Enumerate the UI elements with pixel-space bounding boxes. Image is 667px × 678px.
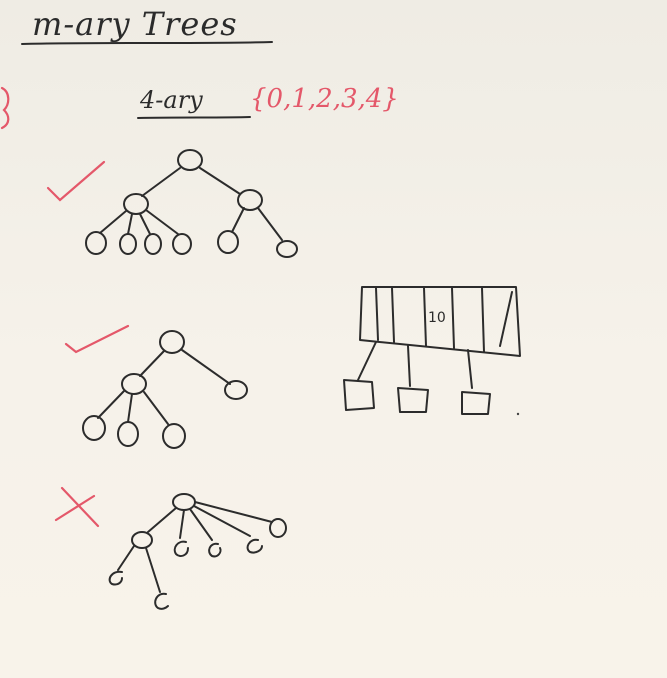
array-divider [376, 288, 378, 340]
tree1-edge [258, 208, 282, 240]
tree1-leaf [218, 231, 238, 253]
tree2-node-left [122, 374, 146, 394]
tree1-leaf [86, 232, 106, 254]
tree2-leaf [83, 416, 105, 440]
tree1-leaf [277, 241, 297, 257]
tree3-leaf [110, 572, 122, 585]
child-node-box [398, 388, 428, 412]
tree-2 [66, 326, 247, 448]
child-node-box [344, 380, 374, 410]
pointer-arrow [408, 346, 410, 386]
tree1-leaf [173, 234, 191, 254]
example-label: 4-ary [140, 86, 203, 114]
tree1-node-left [124, 194, 148, 214]
tree1-edge [232, 208, 244, 232]
array-divider [482, 288, 484, 352]
child-pointer-array [344, 287, 520, 415]
child-node-box [462, 392, 490, 414]
tree3-leaf [155, 594, 168, 609]
tree1-edge [140, 214, 150, 234]
left-brace-fragment [2, 88, 8, 128]
tree3-leaf [270, 519, 286, 537]
tree3-edge [148, 508, 176, 532]
tree2-edge [144, 392, 168, 424]
tree1-leaf [145, 234, 161, 254]
array-divider [452, 288, 454, 348]
tree1-leaf [120, 234, 136, 254]
tree3-edge [180, 510, 184, 538]
pointer-arrow [468, 350, 472, 388]
tree3-leaf [209, 544, 220, 557]
tree1-edge [146, 210, 178, 234]
check-mark-2 [66, 326, 128, 352]
tree2-leaf [163, 424, 185, 448]
tree2-node-right [225, 381, 247, 399]
tree2-edge [182, 350, 230, 384]
check-mark-1 [48, 162, 104, 200]
cross-mark [56, 488, 98, 526]
tree1-edge [200, 168, 240, 194]
tree3-edge [118, 546, 134, 570]
tree1-node-right [238, 190, 262, 210]
tree1-edge [142, 168, 180, 196]
tree-3 [56, 488, 286, 609]
tree2-edge [140, 351, 164, 376]
tree3-edge [146, 548, 160, 592]
tree2-edge [128, 394, 132, 422]
board-title: m-ary Trees [32, 5, 238, 43]
tree1-root-node [178, 150, 202, 170]
array-null-slash [500, 292, 512, 346]
tree-1 [48, 150, 297, 257]
board-dot [517, 413, 519, 415]
example-set: {0,1,2,3,4} [250, 84, 399, 114]
tree3-leaf [248, 540, 262, 553]
tree1-edge [128, 214, 132, 234]
pointer-arrow [358, 342, 376, 380]
tree2-root-node [160, 331, 184, 353]
array-divider [392, 288, 394, 342]
tree2-leaf [118, 422, 138, 446]
tree3-leaf [175, 542, 188, 556]
tree1-edge [100, 211, 126, 233]
tree2-edge [98, 391, 124, 418]
array-cell-value: 10 [428, 310, 446, 326]
tree3-node-left [132, 532, 152, 548]
array-divider [424, 288, 426, 346]
label-underline [138, 117, 250, 118]
tree3-edge [194, 506, 250, 536]
